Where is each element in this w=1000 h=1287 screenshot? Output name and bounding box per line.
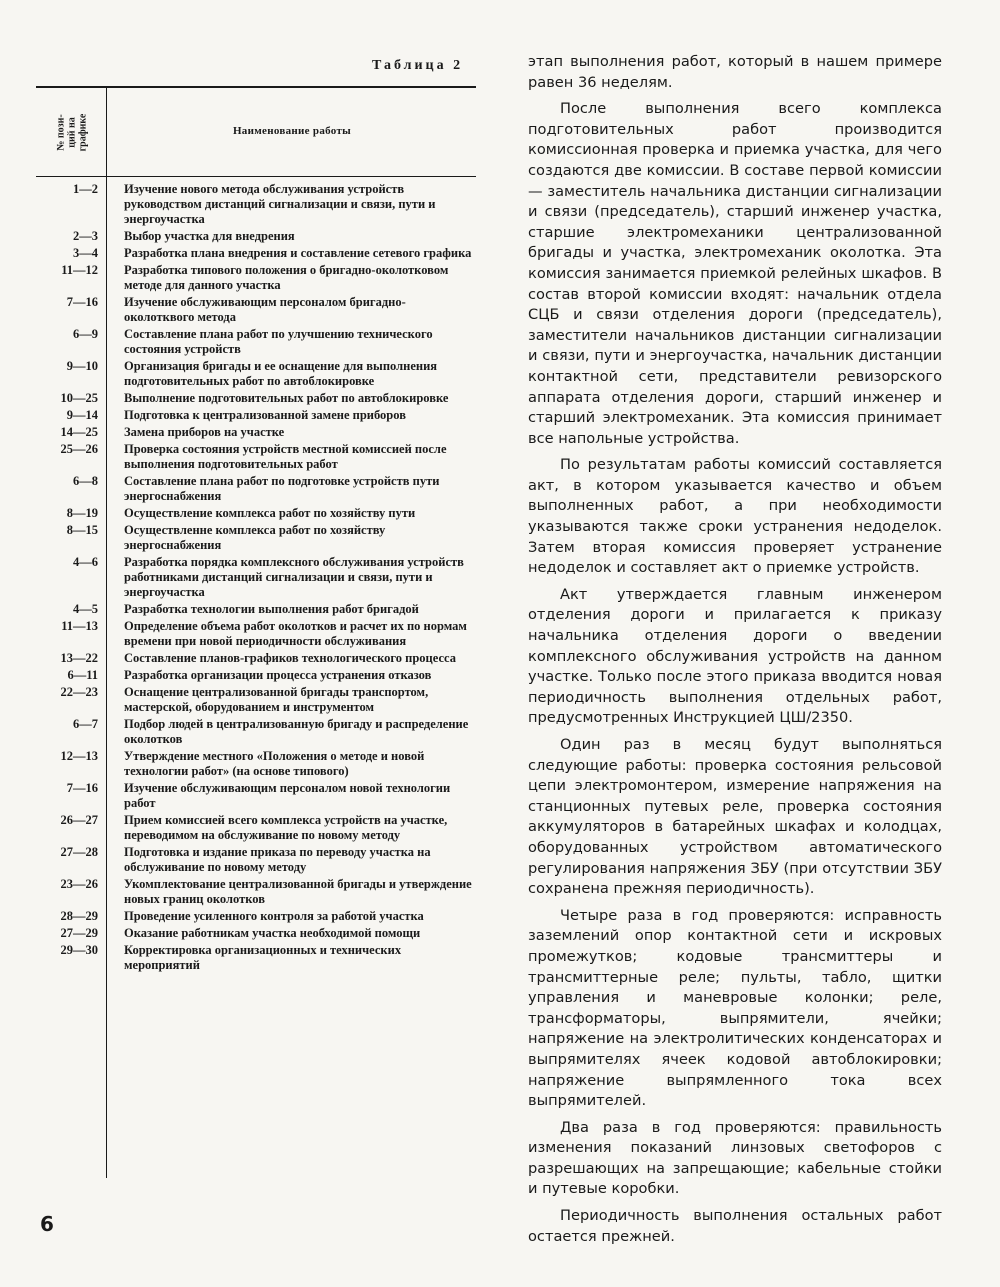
row-work-name: Подготовка к централизованной замене приборов <box>124 408 406 422</box>
row-position: 13—22 <box>60 651 98 665</box>
row-work-name: Разработка плана внедрения и составление сетевого графика <box>124 246 472 260</box>
row-position: 3—4 <box>73 246 98 260</box>
row-position: 27—28 <box>60 845 98 859</box>
row-work-name: Разработка типового положения о бригадно-околотковом методе для данного участка <box>124 263 449 292</box>
table-row <box>36 229 476 244</box>
row-position: 25—26 <box>60 442 98 456</box>
row-work-name: Утверждение местного «Положения о методе и новой технологии работ» (на основе типового) <box>124 749 425 778</box>
table-body <box>36 182 476 975</box>
table-row <box>36 506 476 521</box>
row-position: 6—7 <box>73 717 98 731</box>
row-work-name: Проведение усиленного контроля за работой участка <box>124 909 424 923</box>
table-row <box>36 651 476 666</box>
table-row <box>36 813 476 843</box>
row-position: 4—5 <box>73 602 98 616</box>
table-row <box>36 246 476 261</box>
table-row <box>36 442 476 472</box>
table-row <box>36 909 476 924</box>
row-work-name: Оказание работникам участка необходимой помощи <box>124 926 421 940</box>
row-work-name: Проверка состояния устройств местной комиссией после выполнения подготовительных работ <box>124 442 447 471</box>
row-work-name: Изучение обслуживающим персоналом новой технологии работ <box>124 781 451 810</box>
works-table <box>36 86 476 1178</box>
row-position: 8—19 <box>66 506 98 520</box>
body-paragraph: По результатам работы комиссий составляется акт, в котором указывается качество и объем выполненных работ, а при необходимости указываются также сроки устранения недоделок. Затем вторая комиссия проверяет устранение недоделок и составляет акт о приемке устройств. <box>528 456 942 577</box>
row-work-name: Замена приборов на участке <box>124 425 285 439</box>
row-position: 8—15 <box>66 523 98 537</box>
row-position: 7—16 <box>66 781 98 795</box>
table-row <box>36 523 476 553</box>
row-work-name: Разработка организации процесса устранения отказов <box>124 668 432 682</box>
row-work-name: Изучение нового метода обслуживания устройств руководством дистанций сигнализации и связи, пути и энергоучастка <box>124 182 436 226</box>
table-row <box>36 717 476 747</box>
row-work-name: Осуществленне комплекса работ по хозяйству энергоснабжения <box>124 523 386 552</box>
table-row <box>36 474 476 504</box>
row-work-name: Осуществление комплекса работ по хозяйству пути <box>124 506 416 520</box>
row-work-name: Выполнение подготовительных работ по автоблокировке <box>124 391 449 405</box>
row-work-name: Прием комиссией всего комплекса устройств на участке, переводимом на обслуживание по новому методу <box>124 813 448 842</box>
row-work-name: Изучение обслуживающим персоналом бригадно-околотквого метода <box>124 295 406 324</box>
body-paragraph: После выполнения всего комплекса подготовительных работ производится комиссионная проверка и приемка участка, для чего создаются две комиссии. В составе первой комиссии — заместитель начальника дистанции сигнализации и связи (председатель), старший инженер участка, старшие электромеханики централизованной бригады и участка, электромеханик околотка. Эта комиссия занимается приемкой релейных шкафов. В состав второй комиссии входят: начальник отдела СЦБ и связи отделения дороги (председатель), заместители начальников дистанции сигнализации и связи, пути и энергоучастка, начальник дистанции контактной сети, представители ревизорского аппарата отделения дороги, старший инженер и старший электромеханик. Эта комиссия принимает все напольные устройства. <box>528 100 942 447</box>
table-row <box>36 781 476 811</box>
body-paragraph: Четыре раза в год проверяются: исправность заземлений опор контактной сети и искровых промежутков; кодовые трансмиттеры и трансмиттерные реле; пульты, табло, щитки управления и маневровые колонки; реле, трансформаторы, выпрямители, ячейки; напряжение на электролитических конденсаторах и выпрямителях ячеек кодовой автоблокировки; напряжение выпрямленного тока всех выпрямителей. <box>528 906 942 1110</box>
table-row <box>36 408 476 423</box>
table-row <box>36 359 476 389</box>
table-row <box>36 845 476 875</box>
column-header-position <box>42 90 102 174</box>
row-position: 6—9 <box>73 327 98 341</box>
row-position: 11—12 <box>61 263 98 277</box>
row-position: 12—13 <box>60 749 98 763</box>
row-position: 29—30 <box>60 943 98 957</box>
table-row <box>36 926 476 941</box>
row-position: 7—16 <box>66 295 98 309</box>
table-row <box>36 182 476 227</box>
table-row <box>36 619 476 649</box>
row-position: 22—23 <box>60 685 98 699</box>
row-work-name: Составление плана работ по улучшению технического состояния устройств <box>124 327 433 356</box>
row-position: 28—29 <box>60 909 98 923</box>
row-position: 9—10 <box>66 359 98 373</box>
row-position: 6—11 <box>67 668 98 682</box>
row-position: 23—26 <box>60 877 98 891</box>
table-caption: Таблица 2 <box>372 58 464 73</box>
row-work-name: Составление плана работ по подготовке устройств пути энергоснабжения <box>124 474 440 503</box>
table-row <box>36 749 476 779</box>
table-row <box>36 555 476 600</box>
row-position: 9—14 <box>66 408 98 422</box>
row-position: 27—29 <box>60 926 98 940</box>
table-row <box>36 943 476 973</box>
row-work-name: Разработка технологии выполнения работ бригадой <box>124 602 419 616</box>
row-position: 6—8 <box>73 474 98 488</box>
row-position: 14—25 <box>60 425 98 439</box>
body-paragraph: Периодичность выполнения остальных работ остается прежней. <box>528 1207 942 1245</box>
table-row <box>36 295 476 325</box>
row-work-name: Разработка порядка комплексного обслуживания устройств работниками дистанций сигнализации и связи, пути и энергоучастка <box>124 555 464 599</box>
row-position: 10—25 <box>60 391 98 405</box>
row-work-name: Подготовка и издание приказа по переводу участка на обслуживание по новому методу <box>124 845 431 874</box>
row-position: 11—13 <box>61 619 98 633</box>
row-position: 1—2 <box>73 182 98 196</box>
table-row <box>36 327 476 357</box>
row-work-name: Укомплектование централизованной бригады и утверждение новых границ околотков <box>124 877 472 906</box>
column-header-position-text: № пози- ций на графике <box>55 113 89 151</box>
row-work-name: Подбор людей в централизованную бригаду и распределение околотков <box>124 717 469 746</box>
table-row <box>36 391 476 406</box>
table-row <box>36 877 476 907</box>
body-text-column <box>528 52 942 1253</box>
row-work-name: Определение объема работ околотков и расчет их по нормам времени при новой периодичности обслуживания <box>124 619 467 648</box>
row-position: 2—3 <box>73 229 98 243</box>
row-work-name: Выбор участка для внедрения <box>124 229 295 243</box>
row-position: 26—27 <box>60 813 98 827</box>
row-work-name: Составление планов-графиков технологического процесса <box>124 651 456 665</box>
table-row <box>36 263 476 293</box>
row-work-name: Оснащение централизованной бригады транспортом, мастерской, оборудованием и инструментом <box>124 685 429 714</box>
page-number: 6 <box>40 1212 54 1236</box>
body-paragraph: Один раз в месяц будут выполняться следующие работы: проверка состояния рельсовой цепи электромонтером, измерение напряжения на станционных путевых реле, проверка состояния аккумуляторов в батарейных шкафах и колодцах, оборудованных устройством автоматического регулирования напряжения ЗБУ (при отсутствии ЗБУ сохранена прежняя периодичность). <box>528 736 942 898</box>
body-paragraph: этап выполнения работ, который в нашем примере равен 36 неделям. <box>528 53 942 91</box>
column-header-work-name: Наименование работы <box>232 125 352 137</box>
table-header-rule <box>36 176 476 177</box>
table-row <box>36 602 476 617</box>
row-position: 4—6 <box>73 555 98 569</box>
row-work-name: Организация бригады и ее оснащение для выполнения подготовительных работ по автоблокировке <box>124 359 438 388</box>
table-row <box>36 425 476 440</box>
body-paragraph: Акт утверждается главным инженером отделения дороги и прилагается к приказу начальника отделения дороги о введении комплексного обслуживания устройств на данном участке. Только после этого приказа вводится новая периодичность выполнения отдельных работ, предусмотренных Инструкцией ЦШ/2350. <box>528 585 942 727</box>
table-row <box>36 685 476 715</box>
table-row <box>36 668 476 683</box>
row-work-name: Корректировка организационных и технических мероприятий <box>124 943 402 972</box>
body-paragraph: Два раза в год проверяются: правильность изменения показаний линзовых светофоров с разрешающих на запрещающие; кабельные стойки и путевые коробки. <box>528 1118 942 1198</box>
